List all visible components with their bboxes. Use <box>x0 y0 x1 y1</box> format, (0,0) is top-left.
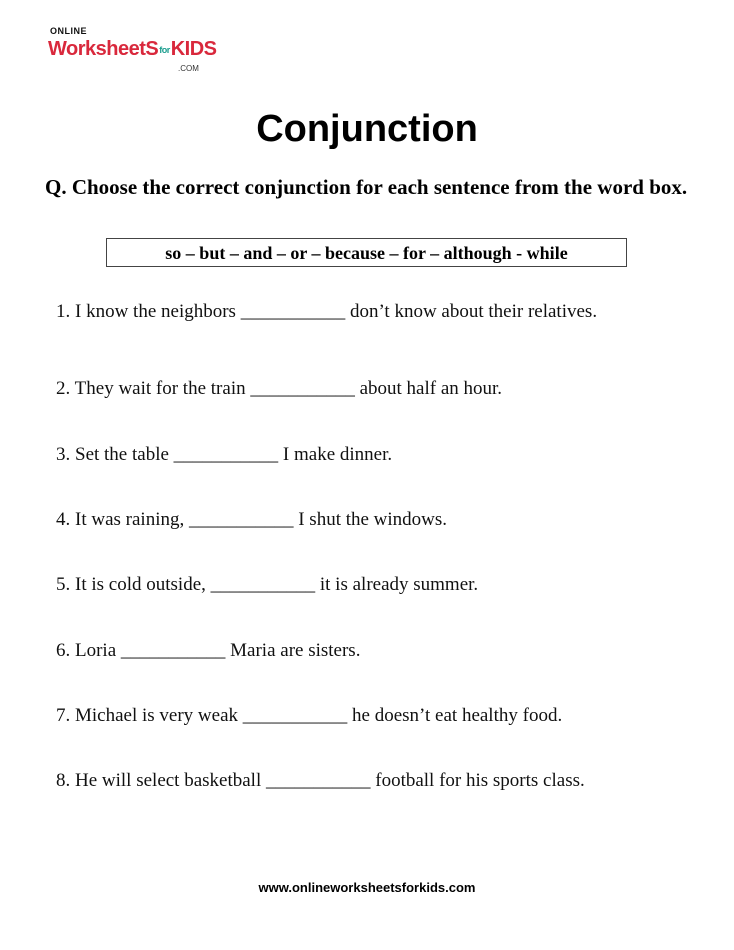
word-box: so – but – and – or – because – for – although - while <box>106 238 627 267</box>
question-instruction: Q. Choose the correct conjunction for each sentence from the word box. <box>45 175 688 199</box>
question-item-6: 6. Loria ___________ Maria are sisters. <box>56 640 361 661</box>
site-logo <box>48 24 218 80</box>
question-item-4: 4. It was raining, ___________ I shut the windows. <box>56 509 448 530</box>
footer-url: www.onlineworksheetsforkids.com <box>258 880 476 895</box>
question-item-8: 8. He will select basketball ___________ football for his sports class. <box>56 770 585 791</box>
logo-worksheets: WorksheetS <box>48 38 159 60</box>
logo-online-text: ONLINE <box>50 26 88 36</box>
logo-for: for <box>159 45 170 55</box>
question-item-2: 2. They wait for the train ___________ about half an hour. <box>56 378 503 399</box>
question-item-1: 1. I know the neighbors ___________ don’t know about their relatives. <box>56 301 598 322</box>
logo-com-text: .COM <box>178 64 199 73</box>
page-title: Conjunction <box>256 108 478 150</box>
logo-kids: KIDS <box>170 38 217 60</box>
question-item-5: 5. It is cold outside, ___________ it is already summer. <box>56 574 479 595</box>
question-item-7: 7. Michael is very weak ___________ he doesn’t eat healthy food. <box>56 705 563 726</box>
logo-main-text <box>48 38 217 61</box>
question-item-3: 3. Set the table ___________ I make dinner. <box>56 444 393 465</box>
